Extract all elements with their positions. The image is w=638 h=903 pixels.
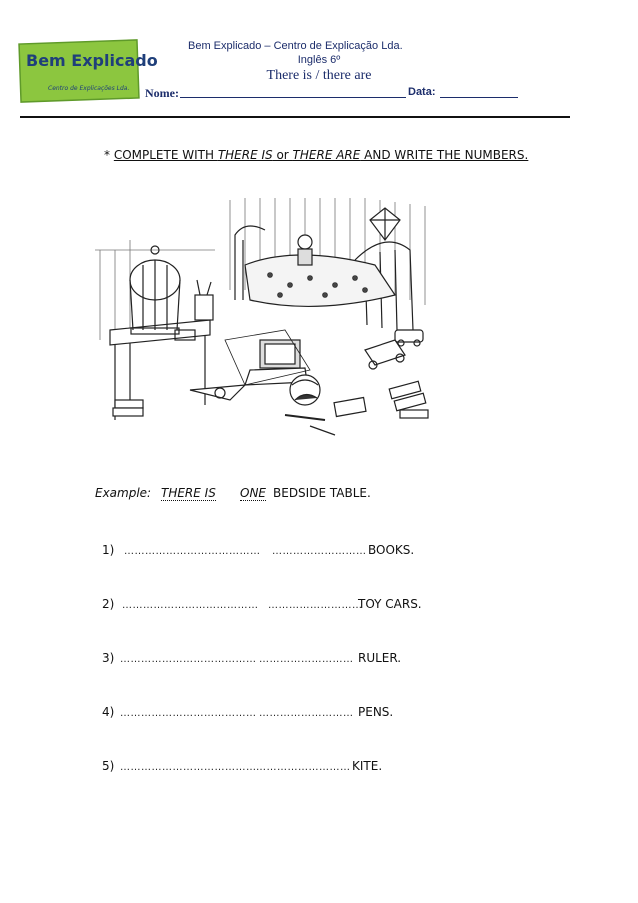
exercise-3-number: 3): [102, 651, 115, 665]
teddy: [298, 235, 312, 265]
example-answer-there-is: THERE IS: [161, 486, 216, 500]
exercise-1-noun: BOOKS.: [368, 543, 415, 557]
header-divider: [20, 116, 570, 118]
exercise-3-blank-verb[interactable]: …………………………………: [120, 654, 257, 665]
exercise-4-blank-verb[interactable]: …………………………………: [120, 708, 257, 719]
svg-text:Centro de Explicações Lda.: Centro de Explicações Lda.: [48, 85, 130, 92]
exercise-4-number: 4): [102, 705, 115, 719]
exercise-5-blank-number[interactable]: ………………………: [256, 762, 351, 773]
exercise-1-blank-verb[interactable]: …………………………………: [124, 546, 261, 557]
kite: [370, 208, 400, 240]
exercise-5-blank-verb[interactable]: …………………………………: [120, 762, 257, 773]
svg-text:Bem Explicado: Bem Explicado: [26, 51, 158, 70]
name-field-line[interactable]: [180, 97, 406, 98]
date-field-line[interactable]: [440, 97, 518, 98]
exercise-2-noun: TOY CARS.: [358, 597, 422, 611]
books: [113, 381, 428, 418]
name-label: Nome:: [145, 86, 179, 100]
exercise-3-blank-number[interactable]: ………………………: [259, 654, 354, 665]
toy-cars: [365, 330, 423, 369]
school-name: Bem Explicado – Centro de Explicação Lda.: [188, 40, 403, 52]
exercise-4-blank-number[interactable]: ………………………: [259, 708, 354, 719]
ruler: [285, 415, 325, 420]
example-label: Example:: [95, 486, 152, 500]
exercise-5-number: 5): [102, 759, 115, 773]
exercise-1-blank-number[interactable]: ………………………: [272, 546, 367, 557]
date-label: Data:: [408, 86, 436, 98]
worksheet-topic: There is / there are: [266, 68, 372, 83]
example-answer-number: ONE: [240, 486, 267, 500]
exercise-2-number: 2): [102, 597, 115, 611]
bedroom-illustration: [95, 190, 445, 440]
exercise-2-blank-number[interactable]: ………………………: [268, 600, 363, 611]
exercise-2-blank-verb[interactable]: …………………………………: [122, 600, 259, 611]
bird-cage: [130, 246, 180, 334]
bed: [235, 226, 413, 330]
exercise-3-noun: RULER.: [358, 651, 402, 665]
calculator: [334, 398, 366, 417]
grade-label: Inglês 6º: [297, 54, 341, 66]
pen-cup: [195, 295, 213, 320]
exercise-5-noun: KITE.: [352, 759, 383, 773]
pen: [310, 426, 335, 435]
example-noun: BEDSIDE TABLE.: [273, 486, 371, 500]
exercise-1-number: 1): [102, 543, 115, 557]
instruction: * COMPLETE WITH THERE IS or THERE ARE AND WRITE THE NUMBERS.: [104, 148, 529, 162]
exercise-4-noun: PENS.: [358, 705, 394, 719]
